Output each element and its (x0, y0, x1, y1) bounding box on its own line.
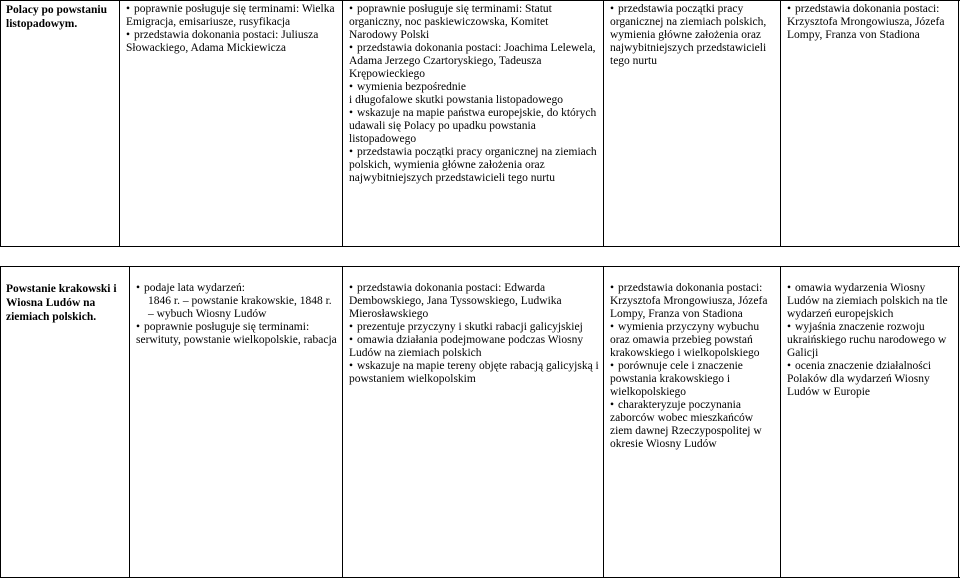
col-line-0-r2 (0, 266, 1, 577)
list-item: • wyjaśnia znaczenie rozwoju ukraińskiego ruchu narodowego w Galicji (787, 321, 955, 360)
col-line-0-r1 (0, 0, 1, 246)
row1-topic-heading: Polacy po powstaniu listopadowym. (6, 4, 107, 30)
list-item: • omawia działania podejmowane podczas Wiosny Ludów na ziemiach polskich (349, 334, 599, 360)
list-item: • przedstawia dokonania postaci: Krzysztofa Mrongowiusza, Józefa Lompy, Franza von Stadiona (787, 3, 955, 42)
list-item: • porównuje cele i znaczenie powstania krakowskiego i wielkopolskiego (610, 360, 776, 399)
col-line-4-r1 (780, 0, 781, 246)
row2-intermediate-requirements (349, 282, 599, 386)
col-line-5-r1 (958, 0, 959, 246)
list-item: • prezentuje przyczyny i skutki rabacji galicyjskiej (349, 321, 599, 334)
row1-basic-requirements (126, 3, 338, 55)
col-line-2-r2 (342, 266, 343, 577)
list-item: • omawia wydarzenia Wiosny Ludów na ziemiach polskich na tle wydarzeń europejskich (787, 282, 955, 321)
row1-advanced-requirements (610, 3, 776, 68)
list-item: • przedstawia dokonania postaci: Edwarda Dembowskiego, Jana Tyssowskiego, Ludwika Mierosławskiego (349, 282, 599, 321)
list-item: • wymienia bezpośrednie (349, 81, 599, 94)
col-line-1-r1 (119, 0, 120, 246)
table-top-border (0, 0, 960, 1)
row1-intermediate-requirements (349, 3, 599, 185)
list-item: • ocenia znaczenie działalności Polaków dla wydarzeń Wiosny Ludów w Europie (787, 360, 955, 399)
col-line-3-r1 (603, 0, 604, 246)
list-item: • podaje lata wydarzeń: (136, 282, 338, 295)
row-divider-bottom (0, 266, 960, 267)
list-item-continuation: i długofalowe skutki powstania listopadowego (349, 94, 563, 106)
list-item: • charakteryzuje poczynania zaborców wobec mieszkańców ziem dawnej Rzeczypospolitej w okresie Wiosny Ludów (610, 399, 776, 451)
list-item-continuation: 1846 r. – powstanie krakowskie, 1848 r. – wybuch Wiosny Ludów (148, 295, 332, 320)
list-item: • poprawnie posługuje się terminami: Statut organiczny, noc paskiewiczowska, Komitet Narodowy Polski (349, 3, 599, 42)
list-item: • przedstawia dokonania postaci: Joachima Lelewela, Adama Jerzego Czartoryskiego, Tadeusza Krępowieckiego (349, 42, 599, 81)
list-item: • wymienia przyczyny wybuchu oraz omawia przebieg powstań krakowskiego i wielkopolskiego (610, 321, 776, 360)
list-item: • poprawnie posługuje się terminami: serwituty, powstanie wielkopolskie, rabacja (136, 321, 338, 347)
list-item: • wskazuje na mapie państwa europejskie, do których udawali się Polacy po upadku powstania listopadowego (349, 107, 599, 146)
row-divider-top (0, 246, 960, 247)
row2-basic-requirements (136, 282, 338, 347)
col-line-4-r2 (780, 266, 781, 577)
list-item: • wskazuje na mapie tereny objęte rabacją galicyjską i powstaniem wielkopolskim (349, 360, 599, 386)
col-line-2-r1 (342, 0, 343, 246)
list-item: • przedstawia początki pracy organicznej na ziemiach polskich, wymienia główne założenia oraz najwybitniejszych przedstawicieli tego nurtu (610, 3, 776, 68)
row2-excellent-requirements (787, 282, 955, 399)
row2-topic-heading: Powstanie krakowski i Wiosna Ludów na ziemiach polskich. (6, 283, 117, 323)
list-item: • przedstawia początki pracy organicznej na ziemiach polskich, wymienia główne założenia oraz najwybitniejszych przedstawicieli tego nurtu (349, 146, 599, 185)
row1-excellent-requirements (787, 3, 955, 42)
row2-advanced-requirements (610, 282, 776, 451)
col-line-3-r2 (603, 266, 604, 577)
col-line-5-r2 (958, 266, 959, 577)
col-line-1-r2 (129, 266, 130, 577)
list-item: • poprawnie posługuje się terminami: Wielka Emigracja, emisariusze, rusyfikacja (126, 3, 338, 29)
list-item: • przedstawia dokonania postaci: Juliusza Słowackiego, Adama Mickiewicza (126, 29, 338, 55)
list-item: • przedstawia dokonania postaci: Krzysztofa Mrongowiusza, Józefa Lompy, Franza von Stadiona (610, 282, 776, 321)
